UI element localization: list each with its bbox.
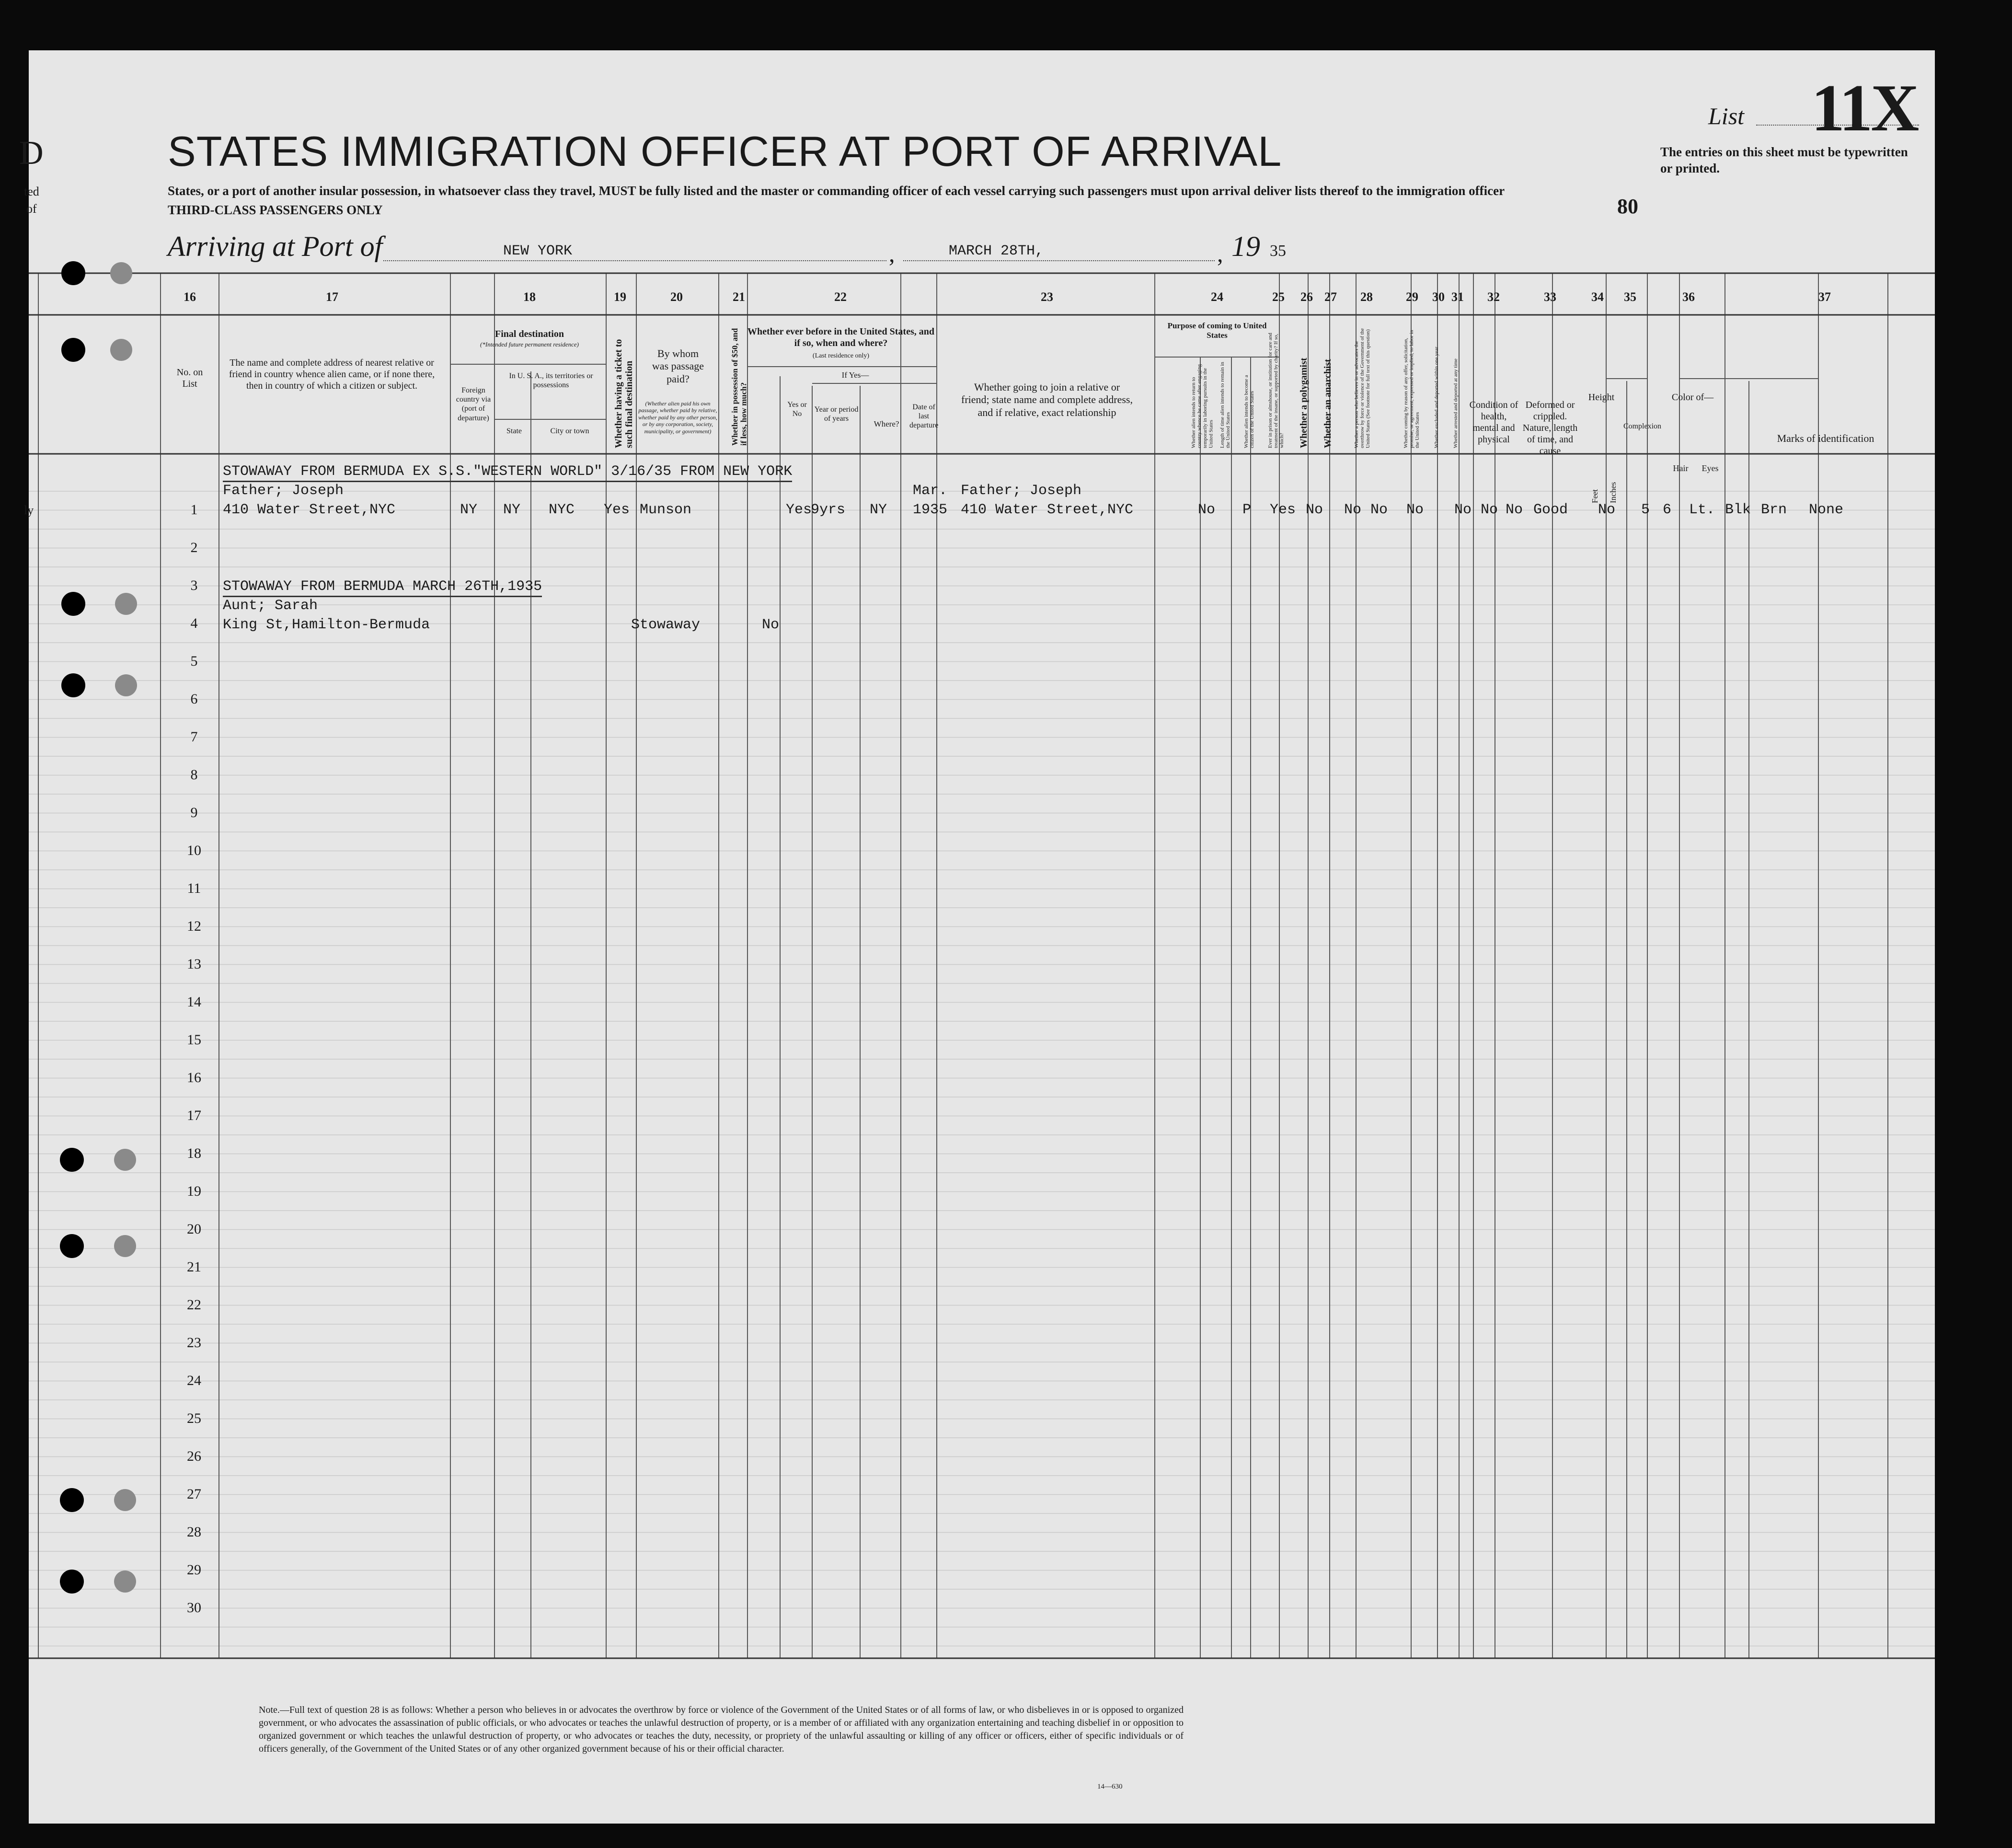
header-complexion: Complexion (1623, 422, 1662, 430)
comma: , (889, 240, 895, 267)
row1-overthrow: No (1406, 502, 1424, 518)
header-polygamist: Whether a polygamist (1299, 358, 1309, 448)
year-suffix: 35 (1270, 242, 1286, 260)
column-number: 26 (1300, 290, 1313, 304)
header-purpose-citizen: Whether alien intends to become a citizen of the United States (1243, 375, 1255, 448)
footnote-question-28: Note.—Full text of question 28 is as follows: Whether a person who believes in or advocates the overthrow by force or violence of the Government of the United States or of all forms of law, or who disbelieves in or is opposed to organized government, or who advocates the assassination of public officials, or who advocates or teaches the unlawful destruction of property, or is a member of or affiliated with any organization entertaining and teaching disbelief in or opposition to organized government or which teaches the unlawful destruction of property, or who advocates or teaches the duty, necessity, or propriety of the unlawful assaulting or killing of any officer or officers, either of specific individuals or of officers generally, of the Government of the United States or of any other organized government because of his or their official character. (259, 1705, 1184, 1754)
row1-arrested: No (1506, 502, 1523, 518)
row1-join-name: Father; Joseph (961, 483, 1082, 499)
header-labor-offer: Whether coming by reason of any offer, solicitation, promise, or agreement, expressed or implied, to labor in the United States (1403, 330, 1421, 448)
sheet-instruction: The entries on this sheet must be typewritten or printed. (1660, 145, 1908, 175)
column-number: 21 (733, 290, 745, 304)
edge-fragment: of (26, 202, 37, 216)
row1-join-address: 410 Water Street,NYC (961, 502, 1134, 518)
row4-before-yes-no: No (762, 617, 780, 633)
punch-hole (60, 1570, 84, 1594)
row-number: 29 (187, 1562, 201, 1578)
column-number: 30 (1432, 290, 1445, 304)
form-code: 14—630 (1097, 1783, 1123, 1790)
subtitle: States, or a port of another insular possession, in whatsoever class they travel, MUST be fully listed and the master or commanding officer of each vessel carrying such passengers must upon arrival deliver lists thereof to the immigration officer (168, 184, 1505, 198)
row-number: 26 (187, 1448, 201, 1464)
header-color-of: Color of— (1671, 392, 1714, 403)
header-anarchist: Whether an anarchist (1322, 359, 1333, 448)
row-number: 19 (187, 1183, 201, 1199)
row1-length: P (1242, 502, 1252, 518)
row1-feet: 5 (1641, 502, 1650, 518)
column-number: 33 (1544, 290, 1556, 304)
port-line (383, 260, 886, 261)
column-number: 19 (614, 290, 626, 304)
header-final-destination: Final destination (495, 329, 564, 339)
header-arrested: Whether arrested and deported at any time (1453, 358, 1459, 448)
header-passage-paid-note: (Whether alien paid his own passage, whether paid by relative, whether paid by any other person, or by any corporation, society, municipality, or government) (638, 400, 717, 435)
binder-ring (115, 593, 137, 615)
header-if-yes: If Yes— (841, 370, 869, 380)
row1-complexion: Lt. (1689, 502, 1715, 518)
row1-foreign-country: NY (460, 502, 478, 518)
binder-ring (114, 1235, 136, 1257)
binder-ring (110, 339, 132, 361)
punch-hole (61, 673, 85, 697)
row-number: 24 (187, 1373, 201, 1388)
header-purpose-return: Whether alien intends to return to country whence he came after engaging temporarily in laboring pursuits in the United States (1191, 364, 1214, 448)
row4-relative-name: Aunt; Sarah (223, 598, 318, 614)
binder-ring (110, 262, 132, 284)
header-marks: Marks of identification (1777, 432, 1874, 444)
row-number: 30 (187, 1600, 201, 1616)
binder-ring (114, 1489, 136, 1511)
row1-last-departure-year: 1935 (913, 502, 948, 518)
row1-health: Good (1533, 502, 1568, 518)
header-prison: Ever in prison or almshouse, or institution for care and treatment of the insane, or supported by charity? If so, which? (1267, 333, 1285, 448)
row1-prison: No (1306, 502, 1323, 518)
list-label: List (1708, 103, 1745, 129)
row-number: 28 (187, 1524, 201, 1540)
header-inches: Inches (1609, 482, 1618, 503)
row1-relative-name: Father; Joseph (223, 483, 344, 499)
row1-excluded: No (1481, 502, 1498, 518)
column-number: 32 (1487, 290, 1500, 304)
row-number: 6 (190, 691, 198, 707)
row1-citizen: Yes (1270, 502, 1296, 518)
binder-ring (114, 1149, 136, 1171)
row-number: 22 (187, 1297, 201, 1313)
header-hair: Hair (1673, 463, 1689, 473)
row-number: 27 (187, 1486, 201, 1502)
header-purpose-length: Length of time alien intends to remain in the United States (1219, 362, 1231, 448)
column-number: 29 (1406, 290, 1418, 304)
header-where: Where? (874, 419, 899, 428)
header-city-or-town: City or town (550, 427, 589, 435)
row-number: 8 (190, 767, 198, 783)
row-number: 20 (187, 1221, 201, 1237)
header-nearest-relative: The name and complete address of nearest relative or friend in country whence alien came, or if none there, then in country of which a citizen or subject. (229, 358, 435, 391)
header-period: Year or period of years (814, 405, 859, 423)
column-number: 22 (834, 290, 847, 304)
binder-ring (115, 674, 137, 696)
row1-hair: Blk (1725, 502, 1751, 518)
row1-eyes: Brn (1761, 502, 1787, 518)
header-going-to-join: Whether going to join a relative or friend; state name and complete address, and if relative, exact relationship (961, 381, 1133, 418)
column-number: 25 (1272, 290, 1285, 304)
row1-ticket: Yes (604, 502, 630, 518)
row-number: 7 (190, 729, 198, 745)
manifest-sheet (19, 50, 1935, 1824)
row1-marks: None (1809, 502, 1844, 518)
stowaway-banner-3: STOWAWAY FROM BERMUDA MARCH 26TH,1935 (223, 578, 542, 597)
row-number: 21 (187, 1259, 201, 1275)
punch-hole (60, 1488, 84, 1512)
header-purpose: Purpose of coming to United States (1167, 321, 1267, 340)
stowaway-banner-1: STOWAWAY FROM BERMUDA EX S.S."WESTERN WORLD" 3/16/35 FROM NEW YORK (223, 463, 792, 482)
column-number: 17 (326, 290, 338, 304)
row1-labor-offer: No (1454, 502, 1472, 518)
punch-hole (61, 338, 85, 362)
column-number: 35 (1624, 290, 1636, 304)
row4-relative-address: King St,Hamilton-Bermuda (223, 617, 430, 633)
row4-paid-by: Stowaway (631, 617, 701, 633)
header-final-destination-note: (*Intended future permanent residence) (480, 341, 579, 348)
column-number: 18 (523, 290, 536, 304)
row-number: 16 (187, 1070, 201, 1086)
edge-fragment: ly (24, 503, 34, 517)
row1-period: 9yrs (811, 502, 846, 518)
row-number: 9 (190, 805, 198, 820)
row-number: 3 (190, 578, 198, 593)
edge-fragment: ted (24, 185, 39, 198)
column-number: 37 (1818, 290, 1831, 304)
row1-relative-address: 410 Water Street,NYC (223, 502, 396, 518)
column-number: 31 (1451, 290, 1464, 304)
header-in-usa: In U. S. A., its territories or possessions (509, 372, 593, 390)
row-number: 5 (190, 653, 198, 669)
row1-deformed: No (1598, 502, 1616, 518)
binder-ring (114, 1571, 136, 1593)
row1-return: No (1198, 502, 1216, 518)
row1-polygamist: No (1344, 502, 1362, 518)
header-overthrow: Whether a person who believes in or advocates the overthrow by force or violence of the Government of the United States (See footnote for full text of this question) (1354, 328, 1371, 448)
header-ever-before-note: (Last residence only) (812, 352, 870, 359)
row1-paid-by: Munson (640, 502, 692, 518)
header-foreign-country: Foreign country via (port of departure) (456, 386, 491, 422)
row-number: 23 (187, 1335, 201, 1351)
page-title: STATES IMMIGRATION OFFICER AT PORT OF ARRIVAL (168, 127, 1282, 175)
row-number: 14 (187, 994, 201, 1010)
column-number: 28 (1360, 290, 1373, 304)
row-number: 25 (187, 1410, 201, 1426)
header-feet: Feet (1590, 489, 1599, 503)
header-no-on-list: No. on List (176, 367, 203, 389)
row-number: 17 (187, 1108, 201, 1123)
header-ever-before: Whether ever before in the United States, and if so, when and where? (747, 326, 934, 348)
form-grid (29, 50, 1935, 1824)
row1-anarchist: No (1370, 502, 1388, 518)
header-passage-paid: By whom was passage paid? (652, 347, 704, 385)
year-prefix: 19 (1231, 231, 1260, 262)
row-number: 1 (190, 502, 198, 518)
header-fifty-dollars: Whether in possession of $50, and if less, how much? (730, 328, 748, 446)
edge-fragment: D (19, 135, 44, 172)
header-ticket: Whether having a ticket to such final destination (613, 339, 634, 448)
column-number: 34 (1591, 290, 1604, 304)
row1-last-departure-month: Mar. (913, 483, 948, 499)
row1-where: NY (870, 502, 887, 518)
row-number: 4 (190, 615, 198, 631)
header-state: State (506, 427, 522, 435)
header-deformed: Deformed or crippled. Nature, length of time, and cause (1522, 400, 1578, 456)
header-yes-or-no: Yes or No (787, 401, 807, 418)
column-number: 24 (1211, 290, 1223, 304)
row1-city: NYC (549, 502, 575, 518)
punch-hole (60, 1148, 84, 1172)
header-health: Condition of health, mental and physical (1469, 400, 1518, 445)
row1-state: NY (503, 502, 521, 518)
header-last-departure: Date of last departure (909, 403, 939, 430)
header-eyes: Eyes (1702, 463, 1719, 473)
header-height: Height (1588, 392, 1615, 403)
row-number: 11 (187, 880, 201, 896)
comma: , (1217, 240, 1223, 267)
row-number: 15 (187, 1032, 201, 1048)
column-number: 27 (1324, 290, 1337, 304)
header-excluded: Whether excluded and deported within one year (1434, 346, 1439, 448)
date-line (903, 260, 1215, 261)
row-number: 10 (187, 843, 201, 858)
row-number: 13 (187, 956, 201, 972)
row1-inches: 6 (1663, 502, 1672, 518)
class-label: THIRD-CLASS PASSENGERS ONLY (168, 203, 383, 217)
row1-before-yes-no: Yes (786, 502, 812, 518)
punch-hole (61, 261, 85, 285)
column-number: 20 (670, 290, 683, 304)
list-number: 11X (1811, 71, 1918, 145)
column-number: 36 (1682, 290, 1695, 304)
port-value: NEW YORK (503, 243, 573, 259)
sheet-number: 80 (1617, 195, 1638, 218)
punch-hole (61, 592, 85, 616)
row-number: 12 (187, 918, 201, 934)
arriving-label: Arriving at Port of (168, 231, 383, 262)
column-number: 16 (184, 290, 196, 304)
row-number: 18 (187, 1145, 201, 1161)
date-value: MARCH 28TH, (949, 243, 1044, 259)
row-number: 2 (190, 540, 198, 555)
punch-hole (60, 1234, 84, 1258)
column-number: 23 (1041, 290, 1053, 304)
